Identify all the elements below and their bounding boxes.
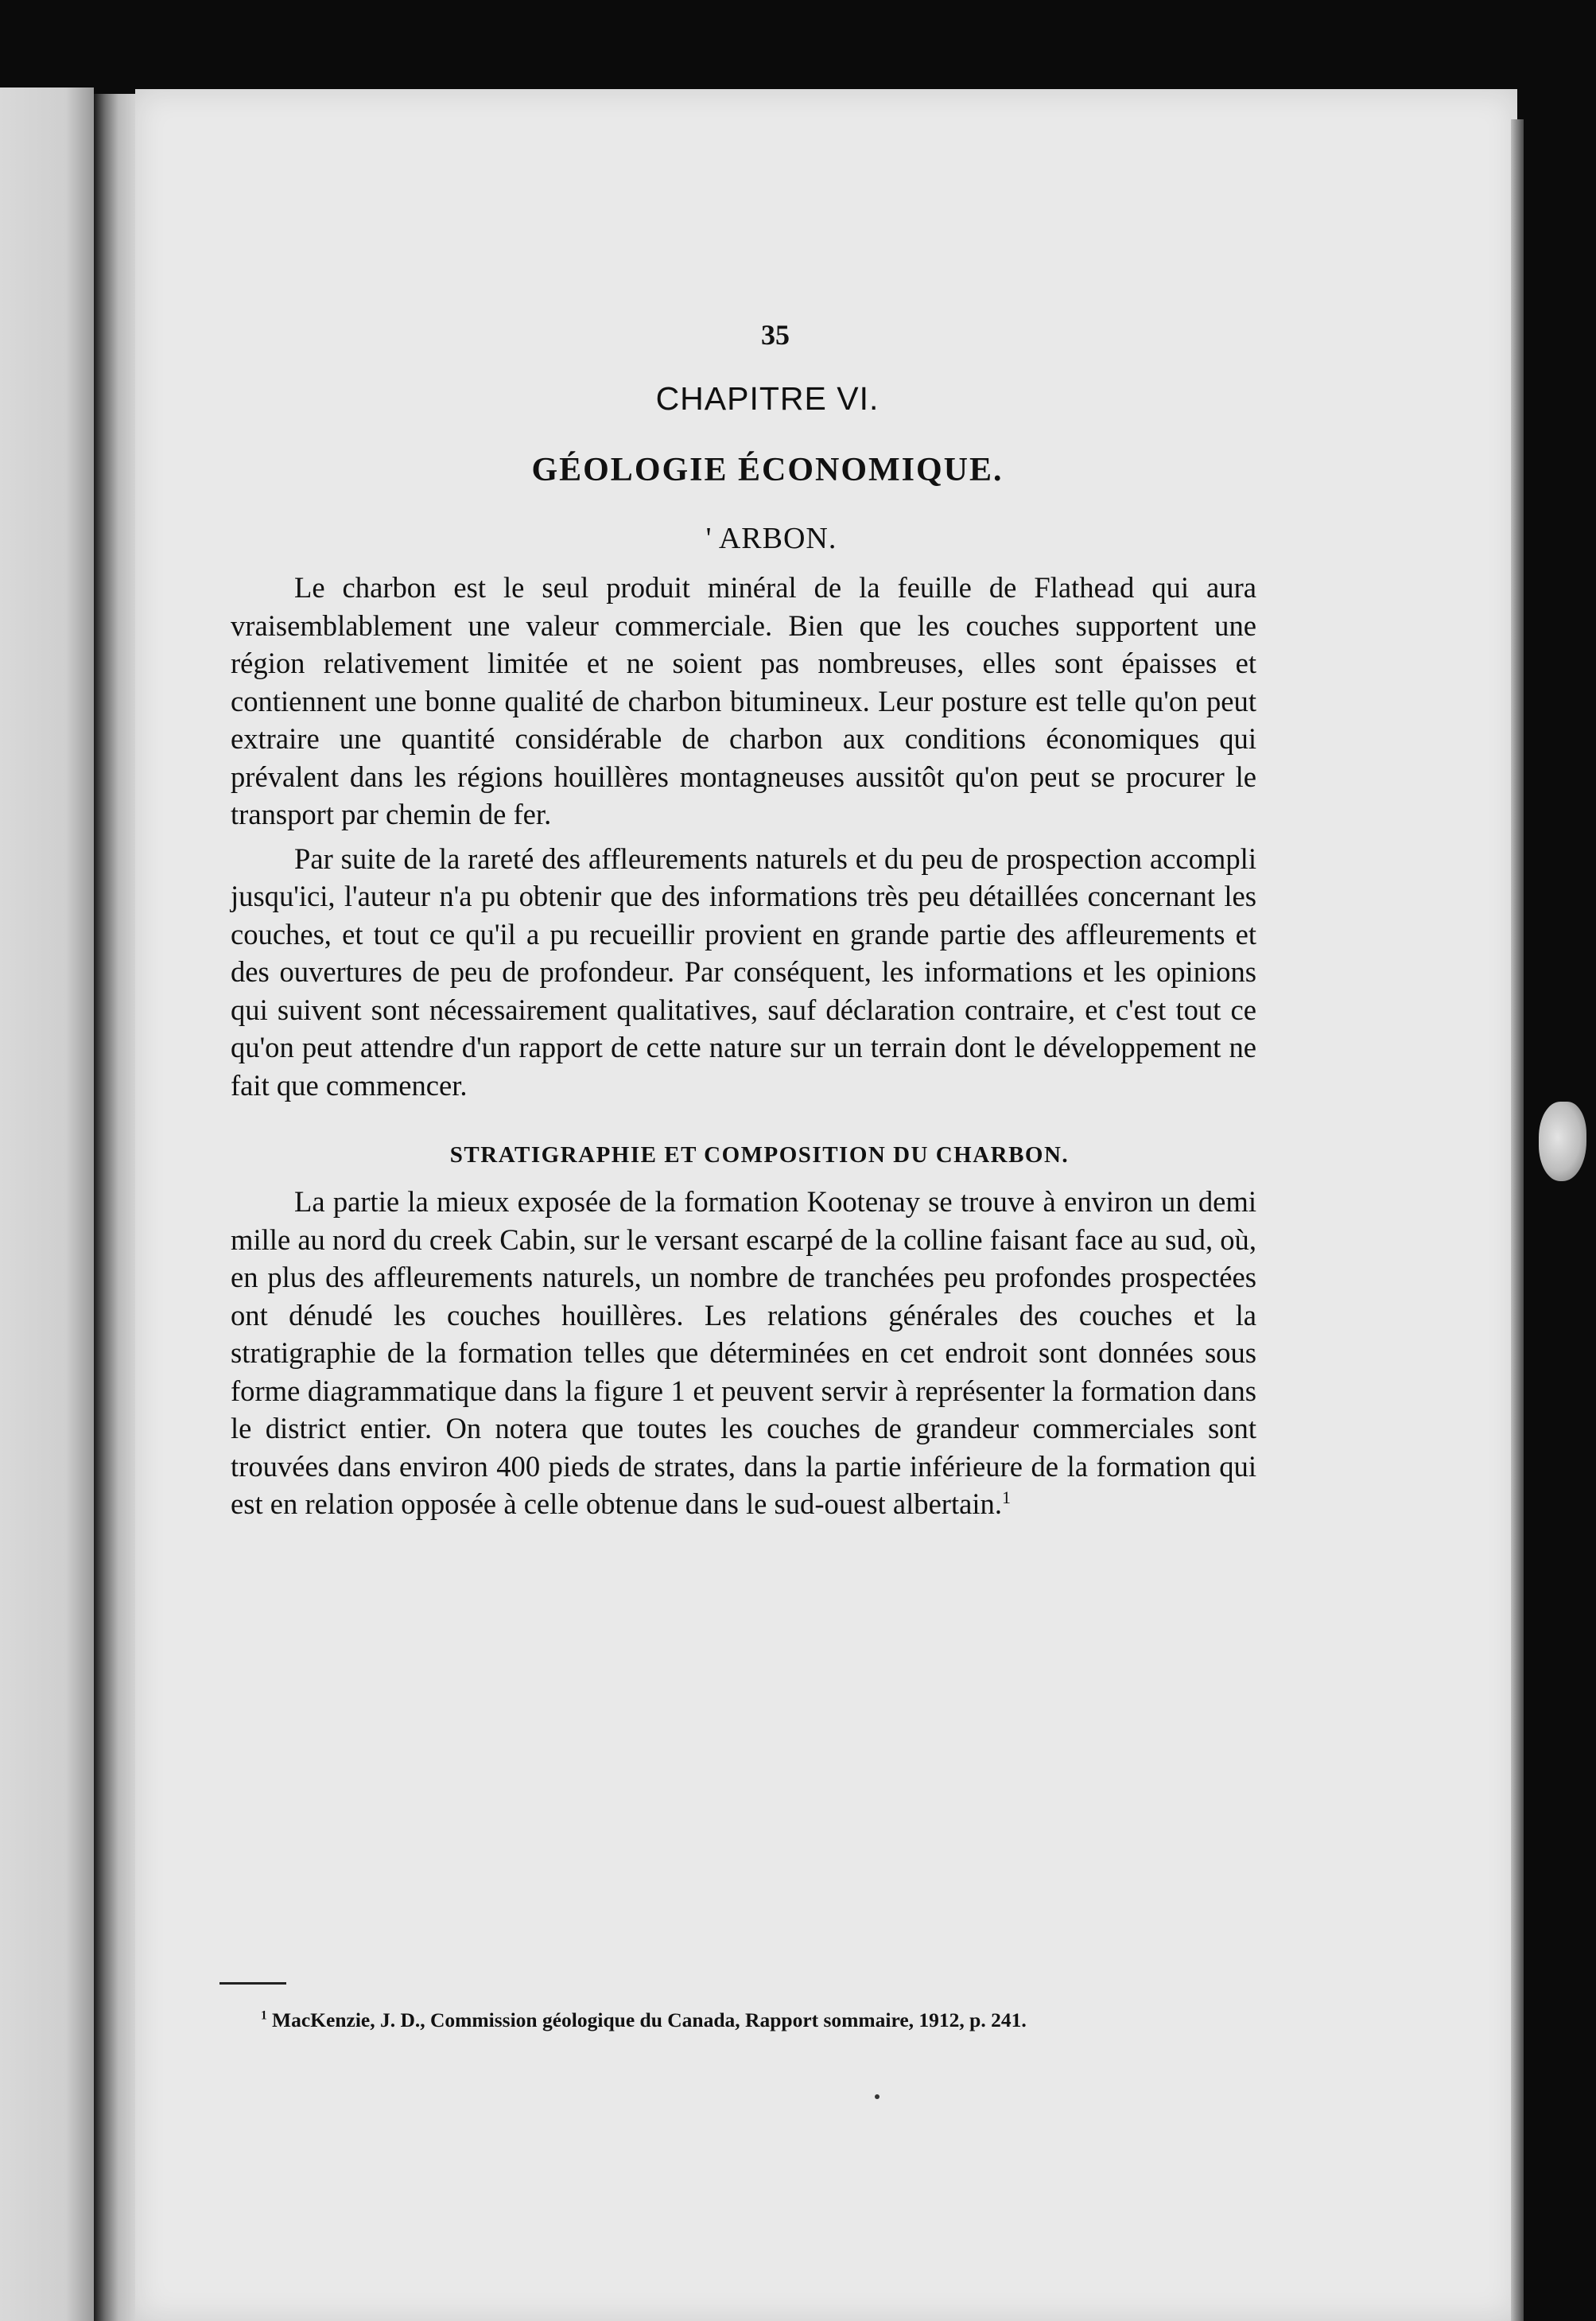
paragraph-2: Par suite de la rareté des affleurements naturels et du peu de prospection accompli jusqu'ici, l'auteur n'a pu obtenir que des informations très peu détaillées concernant les couches, et tout ce qu'il a pu recueillir provient en grande partie des affleurements et des ouvertures de peu de profondeur. Par conséquent, les informations et les opinions qui suivent sont nécessairement qualitatives, sauf déclaration contraire, et c'est tout ce qu'on peut attendre d'un rapport de cette nature sur un terrain dont le développement ne fait que commencer. [231,842,1256,1102]
page-binding-edge [94,94,138,2321]
chapter-heading: CHAPITRE VI. [655,380,880,417]
footnote-marker: 1 [261,2008,267,2023]
speck [875,2094,880,2099]
paragraph-3 [231,1183,1256,1523]
page-right-edge [1511,119,1524,2321]
footnote-text: MacKenzie, J. D., Commission géologique du Canada, Rapport sommaire, 1912, p. 241. [272,2008,1027,2031]
footnote [261,2008,1215,2032]
paragraph-1: Le charbon est le seul produit minéral de la feuille de Flathead qui aura vraisemblablement une valeur commerciale. Bien que les couches supportent une région relativement limitée et ne soient pas nombreuses, elles sont épaisses et contiennent une bonne qualité de charbon bitumineux. Leur posture est telle qu'on peut extraire une quantité considérable de charbon aux conditions économiques qui prévalent dans les régions houillères montagneuses aussitôt qu'on peut se procurer le transport par chemin de fer. [231,571,1256,830]
chapter-title: GÉOLOGIE ÉCONOMIQUE. [531,452,1004,488]
subsection-title: STRATIGRAPHIE ET COMPOSITION DU CHARBON. [449,1142,1070,1168]
page-content [231,318,1256,1523]
footnote-rule [219,1982,286,1985]
scan-artifact [1539,1102,1586,1181]
footnote-reference: 1 [1001,1487,1011,1507]
section-title: ' ARBON. [705,522,837,555]
paragraph-3-text: La partie la mieux exposée de la formation Kootenay se trouve à environ un demi mille au nord du creek Cabin, sur le versant escarpé de la colline faisant face au sud, où, en plus des affleurements naturels, un nombre de tranchées peu profondes prospectées ont dénudé les couches houillères. Les relations générales des couches et la stratigraphie de la formation telles que déterminées en cet endroit sont données sous forme diagrammatique dans la figure 1 et peuvent servir à représenter la formation dans le district entier. On notera que toutes les couches de grandeur commerciales sont trouvées dans environ 400 pieds de strates, dans la partie inférieure de la formation qui est en relation opposée à celle obtenue dans le sud-ouest albertain. [231,1185,1256,1520]
page-number: 35 [761,319,790,351]
adjacent-page-strip [0,87,94,2321]
